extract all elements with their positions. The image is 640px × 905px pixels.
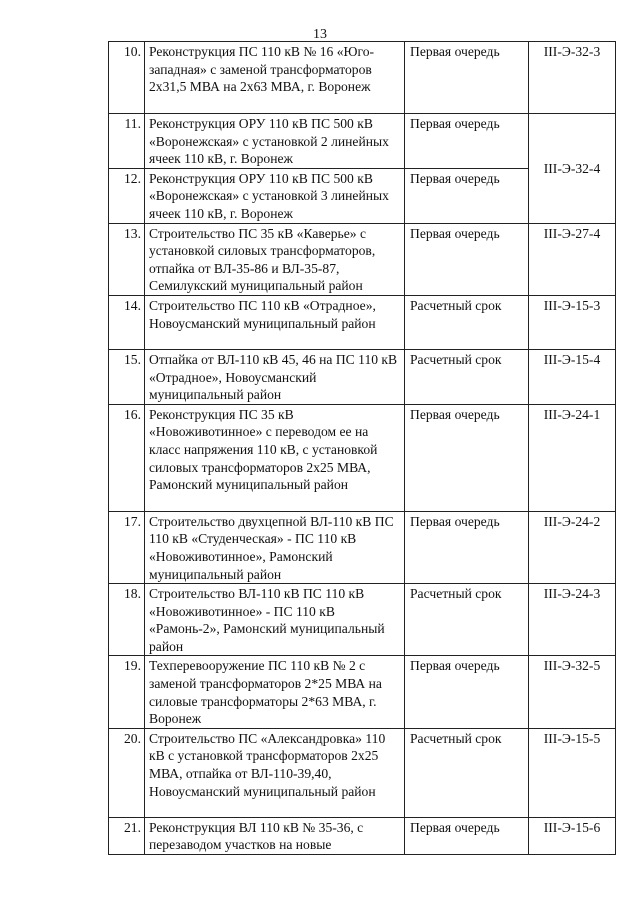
row-number: 21.	[109, 817, 145, 854]
row-code: III-Э-24-1	[529, 404, 616, 511]
row-description: Реконструкция ОРУ 110 кВ ПС 500 кВ «Воронежская» с установкой 2 линейных ячеек 110 кВ, г. Воронеж	[145, 114, 405, 169]
row-code: III-Э-32-3	[529, 42, 616, 114]
row-number: 10.	[109, 42, 145, 114]
table-row	[109, 349, 616, 404]
row-description: Отпайка от ВЛ-110 кВ 45, 46 на ПС 110 кВ «Отрадное», Новоусманский муниципальный район	[145, 349, 405, 404]
row-code: III-Э-15-5	[529, 728, 616, 817]
row-number: 15.	[109, 349, 145, 404]
row-stage: Первая очередь	[405, 114, 529, 169]
row-description: Строительство ПС 35 кВ «Каверье» с установкой силовых трансформаторов, отпайка от ВЛ-35-86 и ВЛ-35-87, Семилукский муниципальный район	[145, 223, 405, 295]
row-description: Строительство ВЛ-110 кВ ПС 110 кВ «Новоживотинное» - ПС 110 кВ «Рамонь-2», Рамонский муниципальный район	[145, 584, 405, 656]
row-stage: Расчетный срок	[405, 584, 529, 656]
row-code: III-Э-32-5	[529, 656, 616, 728]
row-code: III-Э-32-4	[529, 114, 616, 224]
row-code: III-Э-15-3	[529, 295, 616, 349]
row-stage: Первая очередь	[405, 656, 529, 728]
row-number: 13.	[109, 223, 145, 295]
row-stage: Первая очередь	[405, 42, 529, 114]
row-description: Техперевооружение ПС 110 кВ № 2 с заменой трансформаторов 2*25 МВА на силовые трансформаторы 2*63 МВА, г. Воронеж	[145, 656, 405, 728]
row-code: III-Э-15-4	[529, 349, 616, 404]
table-row	[109, 223, 616, 295]
row-code: III-Э-24-3	[529, 584, 616, 656]
row-stage: Расчетный срок	[405, 349, 529, 404]
table-row	[109, 404, 616, 511]
row-number: 20.	[109, 728, 145, 817]
row-number: 19.	[109, 656, 145, 728]
row-number: 11.	[109, 114, 145, 169]
row-description: Реконструкция ПС 35 кВ «Новоживотинное» с переводом ее на класс напряжения 110 кВ, с установкой силовых трансформаторов 2х25 МВА, Рамонский муниципальный район	[145, 404, 405, 511]
row-number: 14.	[109, 295, 145, 349]
row-description: Строительство ПС «Александровка» 110 кВ с установкой трансформаторов 2х25 МВА, отпайка от ВЛ-110-39,40, Новоусманский муниципальный район	[145, 728, 405, 817]
table-row	[109, 584, 616, 656]
row-stage: Первая очередь	[405, 817, 529, 854]
row-number: 18.	[109, 584, 145, 656]
row-code: III-Э-15-6	[529, 817, 616, 854]
row-code: III-Э-24-2	[529, 511, 616, 583]
row-description: Реконструкция ОРУ 110 кВ ПС 500 кВ «Воронежская» с установкой 3 линейных ячеек 110 кВ, г. Воронеж	[145, 168, 405, 223]
row-number: 16.	[109, 404, 145, 511]
table-row	[109, 42, 616, 114]
table-row	[109, 817, 616, 854]
table-row	[109, 295, 616, 349]
page-number: 13	[313, 27, 327, 42]
row-stage: Первая очередь	[405, 168, 529, 223]
row-description: Реконструкция ПС 110 кВ № 16 «Юго-западная» с заменой трансформаторов 2х31,5 МВА на 2х63 МВА, г. Воронеж	[145, 42, 405, 114]
table-row	[109, 728, 616, 817]
row-description: Реконструкция ВЛ 110 кВ № 35-36, с перезаводом участков на новые	[145, 817, 405, 854]
row-number: 12.	[109, 168, 145, 223]
row-stage: Расчетный срок	[405, 295, 529, 349]
table-row	[109, 511, 616, 583]
row-number: 17.	[109, 511, 145, 583]
row-stage: Расчетный срок	[405, 728, 529, 817]
row-stage: Первая очередь	[405, 223, 529, 295]
row-stage: Первая очередь	[405, 511, 529, 583]
table-row	[109, 114, 616, 169]
row-code: III-Э-27-4	[529, 223, 616, 295]
row-stage: Первая очередь	[405, 404, 529, 511]
table-row	[109, 656, 616, 728]
row-description: Строительство ПС 110 кВ «Отрадное», Новоусманский муниципальный район	[145, 295, 405, 349]
row-description: Строительство двухцепной ВЛ-110 кВ ПС 110 кВ «Студенческая» - ПС 110 кВ «Новоживотинное», Рамонский муниципальный район	[145, 511, 405, 583]
objects-table	[108, 41, 616, 855]
